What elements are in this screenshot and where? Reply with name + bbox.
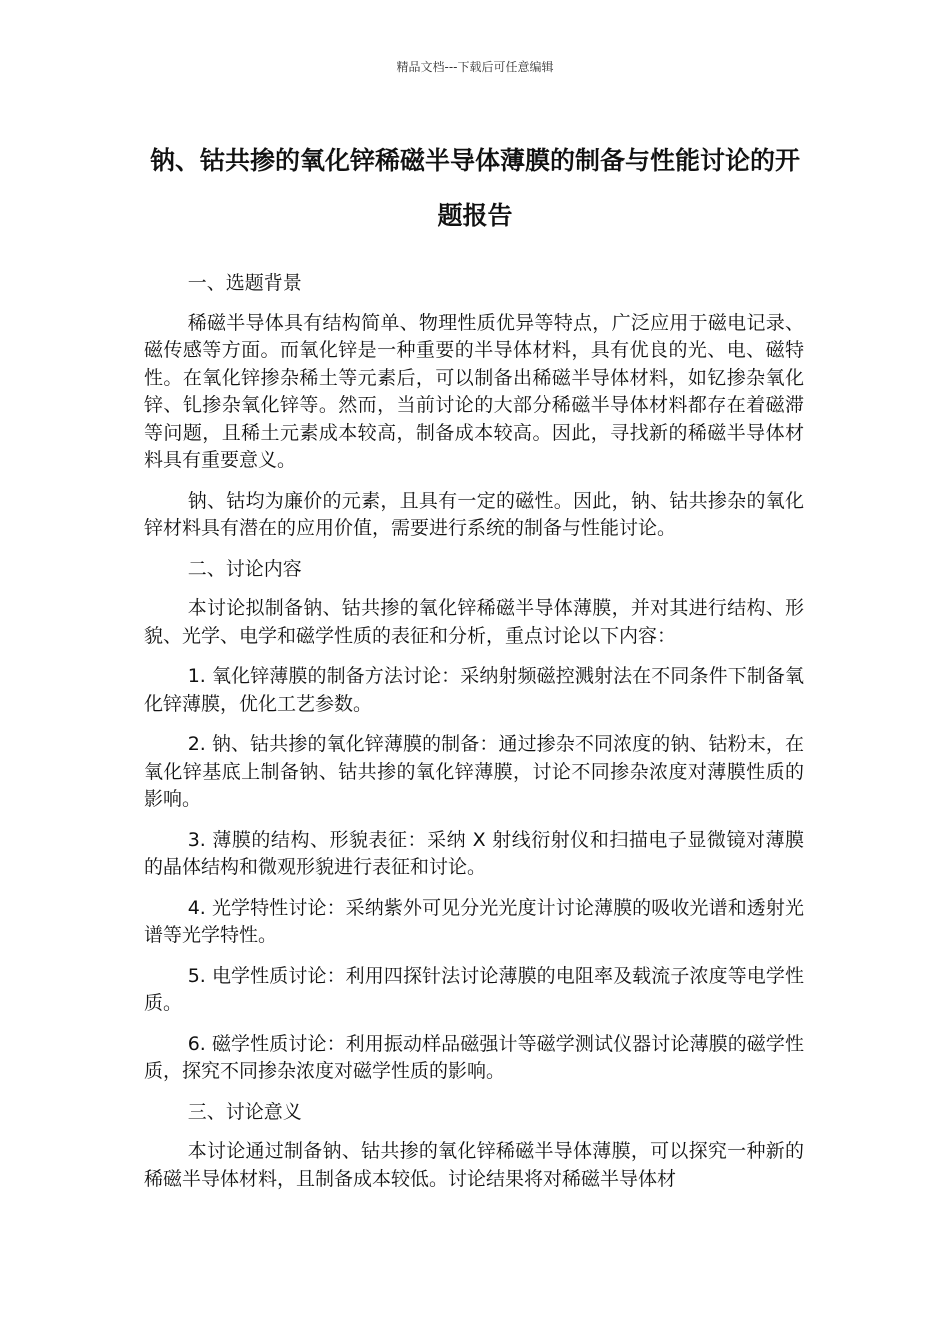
list-item-2: 2. 钠、钴共掺的氧化锌薄膜的制备：通过掺杂不同浓度的钠、钴粉末，在氧化锌基底上制备钠、钴共掺的氧化锌薄膜，讨论不同掺杂浓度对薄膜性质的影响。 xyxy=(144,733,804,810)
section-heading-content: 二、讨论内容 xyxy=(187,557,302,580)
list-item-3: 3. 薄膜的结构、形貌表征：采纳 X 射线衍射仪和扫描电子显微镜对薄膜的晶体结构和微观形貌进行表征和讨论。 xyxy=(144,828,804,878)
paragraph-content-intro: 本讨论拟制备钠、钴共掺的氧化锌稀磁半导体薄膜，并对其进行结构、形貌、光学、电学和磁学性质的表征和分析，重点讨论以下内容： xyxy=(144,597,804,647)
paragraph-background-2: 钠、钴均为廉价的元素，且具有一定的磁性。因此，钠、钴共掺杂的氧化锌材料具有潜在的应用价值，需要进行系统的制备与性能讨论。 xyxy=(144,489,804,539)
paragraph-significance: 本讨论通过制备钠、钴共掺的氧化锌稀磁半导体薄膜，可以探究一种新的稀磁半导体材料，且制备成本较低。讨论结果将对稀磁半导体材 xyxy=(144,1140,804,1190)
section-heading-background: 一、选题背景 xyxy=(187,272,302,294)
paragraph-background-1: 稀磁半导体具有结构简单、物理性质优异等特点，广泛应用于磁电记录、磁传感等方面。而氧化锌是一种重要的半导体材料，具有优良的光、电、磁特性。在氧化锌掺杂稀土等元素后，可以制备出稀磁半导体材料，如钇掺杂氧化锌、钆掺杂氧化锌等。然而，当前讨论的大部分稀磁半导体材料都存在着磁滞等问题，且稀土元素成本较高，制备成本较高。因此，寻找新的稀磁半导体材料具有重要意义。 xyxy=(144,311,804,471)
list-item-6: 6. 磁学性质讨论：利用振动样品磁强计等磁学测试仪器讨论薄膜的磁学性质，探究不同掺杂浓度对磁学性质的影响。 xyxy=(144,1032,804,1082)
list-item-1: 1. 氧化锌薄膜的制备方法讨论：采纳射频磁控溅射法在不同条件下制备氧化锌薄膜，优化工艺参数。 xyxy=(144,665,804,715)
document-body xyxy=(144,270,804,1206)
header-note: 精品文档---下载后可任意编辑 xyxy=(396,60,554,74)
list-item-4: 4. 光学特性讨论：采纳紫外可见分光光度计讨论薄膜的吸收光谱和透射光谱等光学特性。 xyxy=(144,896,804,946)
list-item-5: 5. 电学性质讨论：利用四探针法讨论薄膜的电阻率及载流子浓度等电学性质。 xyxy=(144,964,804,1014)
document-title: 钠、钴共掺的氧化锌稀磁半导体薄膜的制备与性能讨论的开题报告 xyxy=(149,146,800,230)
section-heading-significance: 三、讨论意义 xyxy=(187,1100,302,1123)
